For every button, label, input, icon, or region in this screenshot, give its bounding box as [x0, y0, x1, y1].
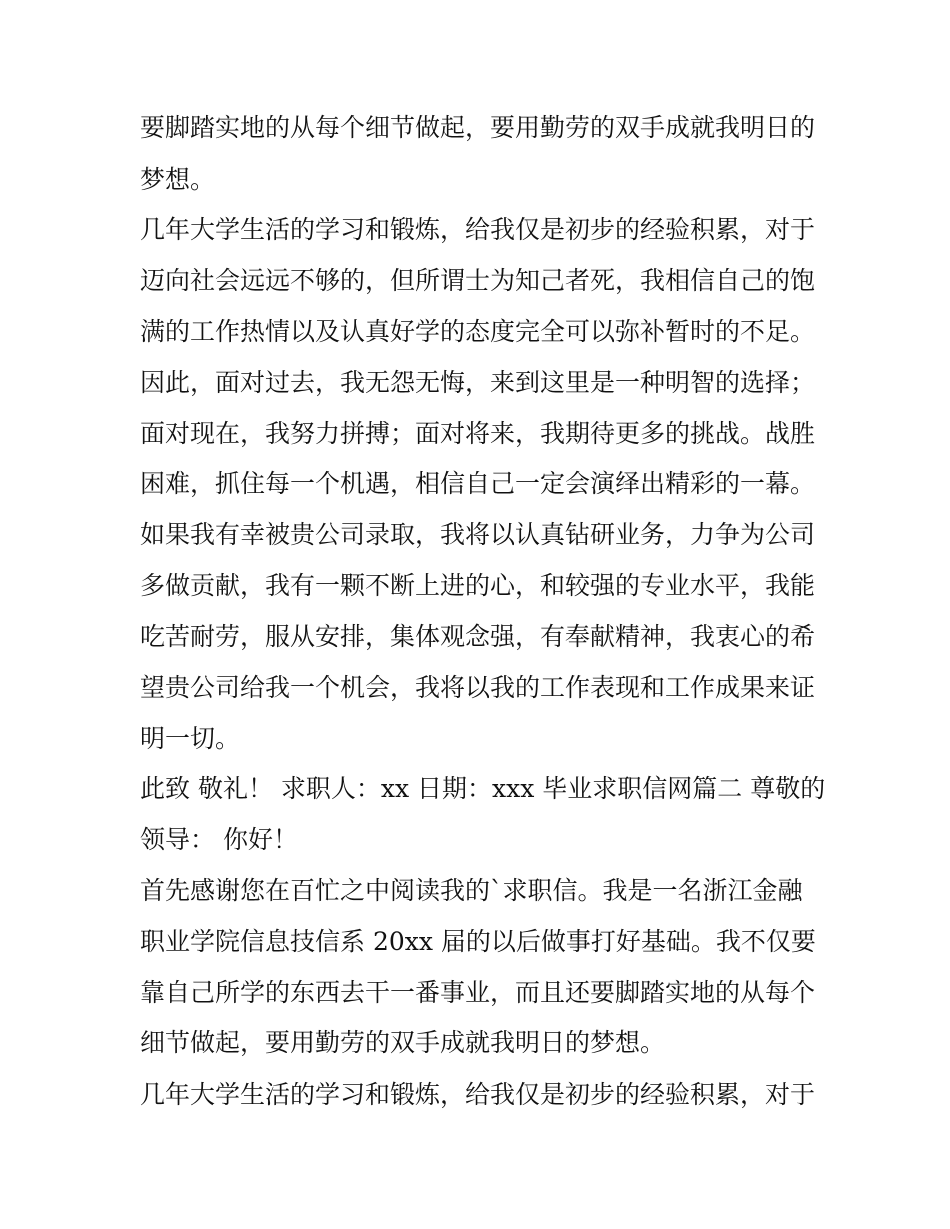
text-line: 吃苦耐劳，服从安排，集体观念强，有奉献精神，我衷心的希: [140, 622, 816, 651]
text-line: 几年大学生活的学习和锻炼，给我仅是初步的经验积累，对于: [140, 1080, 816, 1109]
text-line: 明一切。: [140, 724, 241, 753]
text-line: 望贵公司给我一个机会，我将以我的工作表现和工作成果来证: [140, 673, 816, 702]
text-line: 如果我有幸被贵公司录取，我将以认真钻研业务，力争为公司: [140, 520, 816, 549]
text-line: 迈向社会远远不够的，但所谓士为知己者死，我相信自己的饱: [140, 266, 816, 295]
text-line: 因此，面对过去，我无怨无悔，来到这里是一种明智的选择；: [140, 368, 816, 397]
text-line: 面对现在，我努力拼搏；面对将来，我期待更多的挑战。战胜: [140, 419, 816, 448]
text-line: 领导： 你好！: [140, 825, 298, 854]
text-line: 梦想。: [140, 165, 216, 194]
text-line: 满的工作热情以及认真好学的态度完全可以弥补暂时的不足。: [140, 317, 816, 346]
text-line: 细节做起，要用勤劳的双手成就我明日的梦想。: [140, 1028, 666, 1057]
text-line: 职业学院信息技信系 20xx 届的以后做事打好基础。我不仅要: [140, 927, 816, 956]
text-line: 几年大学生活的学习和锻炼，给我仅是初步的经验积累，对于: [140, 215, 816, 244]
text-line: 靠自己所学的东西去干一番事业，而且还要脚踏实地的从每个: [140, 978, 816, 1007]
text-line: 多做贡献，我有一颗不断上进的心，和较强的专业水平，我能: [140, 571, 816, 600]
text-line: 此致 敬礼！ 求职人：xx 日期：xxx 毕业求职信网篇二 尊敬的: [140, 774, 826, 803]
text-line: 要脚踏实地的从每个细节做起，要用勤劳的双手成就我明日的: [140, 113, 816, 142]
text-line: 困难，抓住每一个机遇，相信自己一定会演绎出精彩的一幕。: [140, 469, 816, 498]
text-line: 首先感谢您在百忙之中阅读我的`求职信。我是一名浙江金融: [140, 876, 803, 905]
